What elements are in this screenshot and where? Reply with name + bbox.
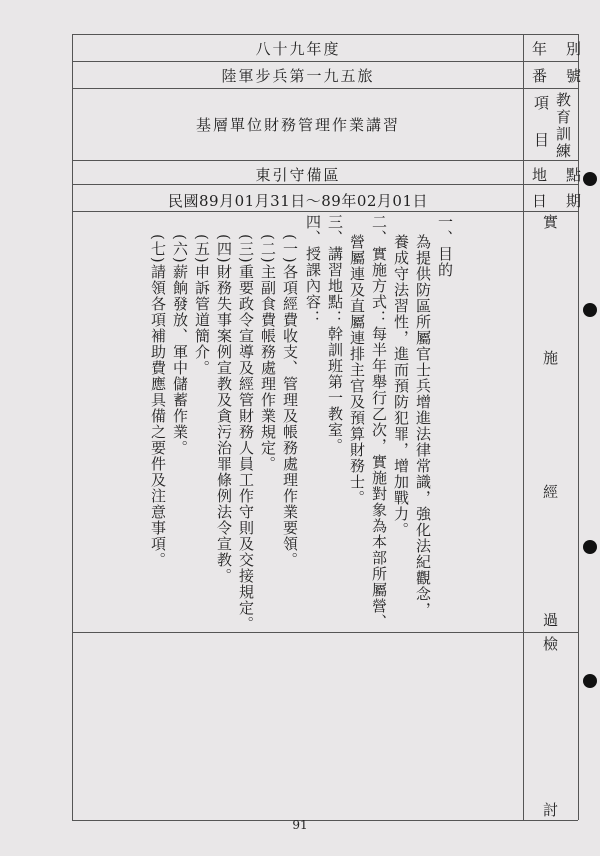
process-column-11: (四)財務失事案例宣教及貪污治罪條例法令宣教。 bbox=[215, 234, 233, 584]
project-value: 基層單位財務管理作業講習 bbox=[195, 116, 401, 134]
unit-value: 陸軍步兵第一九五旅 bbox=[221, 67, 375, 85]
binder-hole bbox=[583, 540, 597, 554]
process-column-12: (五)申訴管道簡介。 bbox=[193, 234, 211, 376]
process-column-14: (七)請領各項補助費應具備之要件及注意事項。 bbox=[149, 234, 167, 568]
process-label-1: 實 bbox=[543, 213, 559, 231]
year-label: 年 別 bbox=[532, 40, 584, 58]
review-label-2: 討 bbox=[543, 801, 559, 819]
project-label-item: 項目 bbox=[532, 95, 550, 169]
binder-hole bbox=[583, 303, 597, 317]
process-column-7: 四、授課內容： bbox=[304, 214, 322, 326]
process-column-2: 為提供防區所屬官士兵增進法律常識，強化法紀觀念， bbox=[414, 234, 432, 618]
process-column-8: (一)各項經費收支、管理及帳務處理作業要領。 bbox=[281, 234, 299, 568]
process-column-4: 二、實施方式：每半年舉行乙次，實施對象為本部所屬營、 bbox=[370, 214, 388, 630]
page-number: 91 bbox=[292, 818, 308, 832]
project-label-training: 教育訓練 bbox=[554, 92, 572, 160]
process-column-10: (三)重要政令宣導及經管財務人員工作守則及交接規定。 bbox=[237, 234, 255, 632]
date-value: 民國89月01月31日～89年02月01日 bbox=[167, 192, 429, 210]
process-column-1: 一、目的 bbox=[436, 214, 454, 278]
date-label: 日 期 bbox=[532, 192, 584, 210]
process-label-4: 過 bbox=[543, 611, 559, 629]
process-label-2: 施 bbox=[543, 349, 559, 367]
review-label-1: 檢 bbox=[543, 635, 559, 653]
process-column-6: 三、講習地點：幹訓班第一教室。 bbox=[326, 214, 344, 454]
process-column-13: (六)薪餉發放、軍中儲蓄作業。 bbox=[171, 234, 189, 456]
process-column-9: (二)主副食費帳務處理作業規定。 bbox=[259, 234, 277, 472]
place-label: 地 點 bbox=[532, 166, 584, 184]
year-value: 八十九年度 bbox=[255, 40, 341, 58]
binder-hole bbox=[583, 172, 597, 186]
place-value: 東引守備區 bbox=[255, 166, 341, 184]
process-label-3: 經 bbox=[543, 483, 559, 501]
binder-hole bbox=[583, 674, 597, 688]
process-column-3: 養成守法習性，進而預防犯罪，增加戰力。 bbox=[392, 234, 410, 538]
unit-label: 番 號 bbox=[532, 67, 584, 85]
process-column-5: 營屬連及直屬連排主官及預算財務士。 bbox=[348, 234, 366, 506]
